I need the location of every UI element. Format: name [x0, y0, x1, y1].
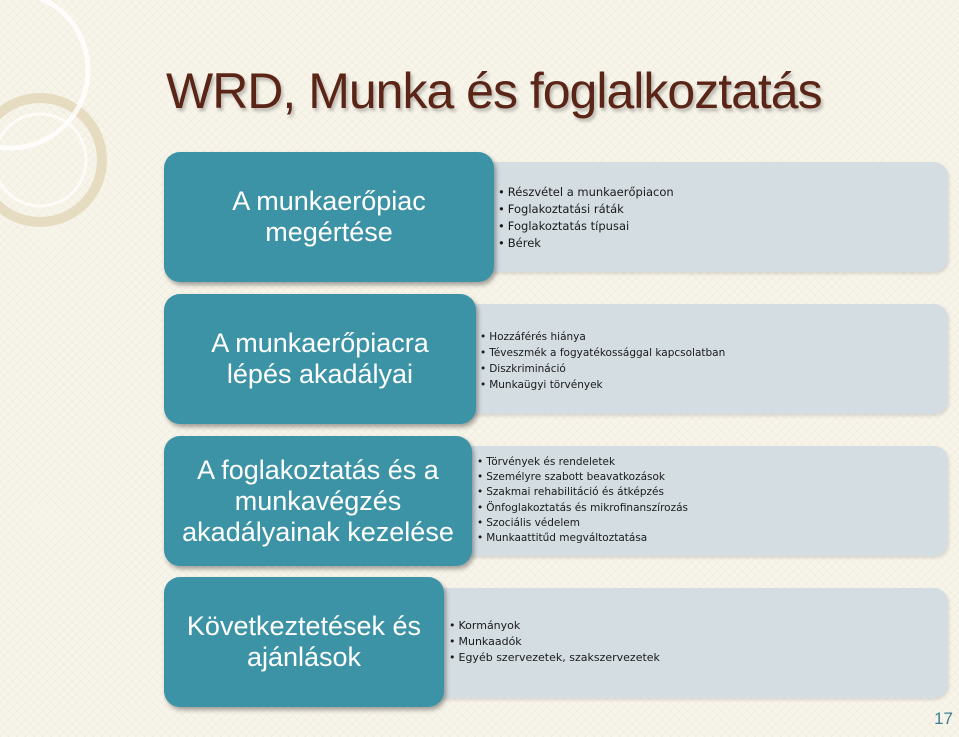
list-item: • Szakmai rehabilitáció és átképzés	[477, 485, 688, 500]
list-item: • Kormányok	[449, 618, 660, 634]
topic-box-1	[164, 152, 494, 282]
topic-heading-line: Következtetések és	[186, 611, 422, 641]
list-item: • Foglakoztatási ráták	[498, 201, 674, 218]
topic-heading-line: lépés akadályai	[226, 359, 414, 389]
page-number: 17	[934, 709, 953, 728]
topic-heading-line: A munkaerőpiac	[232, 186, 426, 216]
list-item: • Törvények és rendeletek	[477, 455, 688, 470]
list-item: • Szociális védelem	[477, 516, 688, 531]
list-item: • Bérek	[498, 235, 674, 252]
topic-box-4	[164, 577, 444, 707]
list-item: • Önfoglakoztatás és mikrofinanszírozás	[477, 501, 688, 516]
topic-box-3	[164, 436, 472, 566]
list-item: • Munkaügyi törvények	[480, 377, 725, 393]
list-item: • Munkaattitűd megváltoztatása	[477, 531, 688, 546]
detail-list-2	[480, 329, 725, 393]
topic-heading-line: megértése	[265, 217, 393, 247]
detail-list-1	[498, 184, 674, 252]
list-item: • Hozzáférés hiánya	[480, 329, 725, 345]
topic-heading-line: A munkaerőpiacra	[211, 328, 429, 358]
detail-list-4	[449, 618, 660, 666]
topic-heading-line: munkavégzés	[234, 485, 402, 516]
list-item: • Részvétel a munkaerőpiacon	[498, 184, 674, 201]
detail-list-3	[477, 455, 688, 546]
list-item: • Munkaadók	[449, 634, 660, 650]
list-item: • Egyéb szervezetek, szakszervezetek	[449, 650, 660, 666]
topic-heading-line: ajánlások	[246, 642, 362, 672]
list-item: • Diszkrimináció	[480, 361, 725, 377]
topic-heading-line: A foglakoztatás és a	[197, 454, 439, 485]
slide-title: WRD, Munka és foglalkoztatás	[166, 63, 822, 119]
list-item: • Személyre szabott beavatkozások	[477, 470, 688, 485]
list-item: • Téveszmék a fogyatékossággal kapcsolatban	[480, 345, 725, 361]
list-item: • Foglakoztatás típusai	[498, 218, 674, 235]
decorative-circles	[0, 0, 170, 260]
topic-heading-line: akadályainak kezelése	[182, 516, 454, 547]
topic-box-2	[164, 294, 476, 424]
